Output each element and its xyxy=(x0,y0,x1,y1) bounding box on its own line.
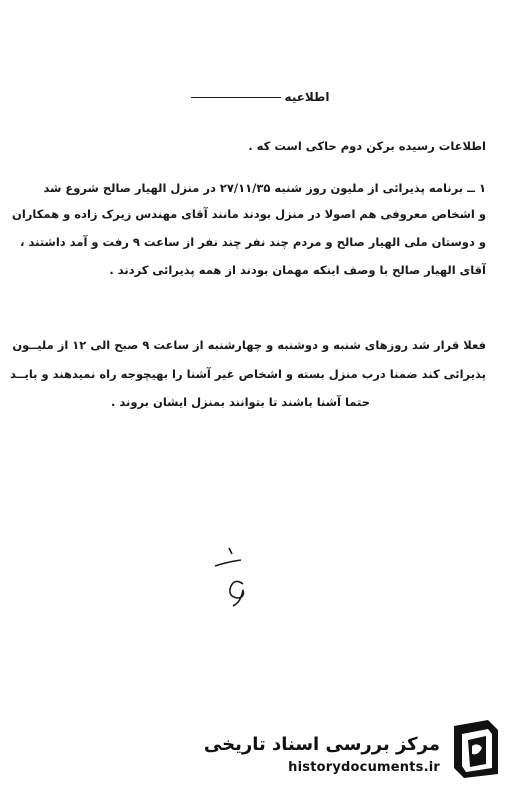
body-line-4: آقای الهیار صالح با وصف اینکه مهمان بودند از همه پذیرائی کردند . xyxy=(109,263,486,277)
document-title-row xyxy=(0,90,520,104)
watermark-name: مرکز بررسی اسناد تاریخی xyxy=(203,734,440,755)
para2-line-3: حتما آشنا باشند تا بتوانند بمنزل ایشان بروند . xyxy=(111,395,370,409)
title-underline xyxy=(191,97,281,98)
intro-line: اطلاعات رسیده برکن دوم حاکی است که . xyxy=(248,139,486,153)
watermark-url: historydocuments.ir xyxy=(288,760,440,775)
body-line-3: و دوستان ملی الهیار صالح و مردم چند نفر چند نفر از ساعت ۹ رفت و آمد داشتند ، xyxy=(20,235,486,249)
body-line-2: و اشخاص معروفی هم اصولا در منزل بودند مانند آقای مهندس زیرک زاده و همکاران xyxy=(12,207,486,221)
archive-book-logo-icon xyxy=(448,716,504,780)
document-title: اطلاعیه xyxy=(284,90,330,104)
para2-line-1: فعلا قرار شد روزهای شنبه و دوشنبه و چهارشنبه از ساعت ۹ صبح الی ۱۲ از ملیــون xyxy=(12,338,486,352)
signature-mark-icon xyxy=(205,540,265,610)
para2-line-2: پذیرائی کند ضمنا درب منزل بسته و اشخاص غیر آشنا را بهیچوجه راه نمیدهند و بایــد xyxy=(10,367,486,381)
body-line-1: ۱ ــ برنامه پذیرائی از ملیون روز شنبه ۲۷/۱۱/۳۵ در منزل الهیار صالح شروع شد xyxy=(43,181,486,195)
